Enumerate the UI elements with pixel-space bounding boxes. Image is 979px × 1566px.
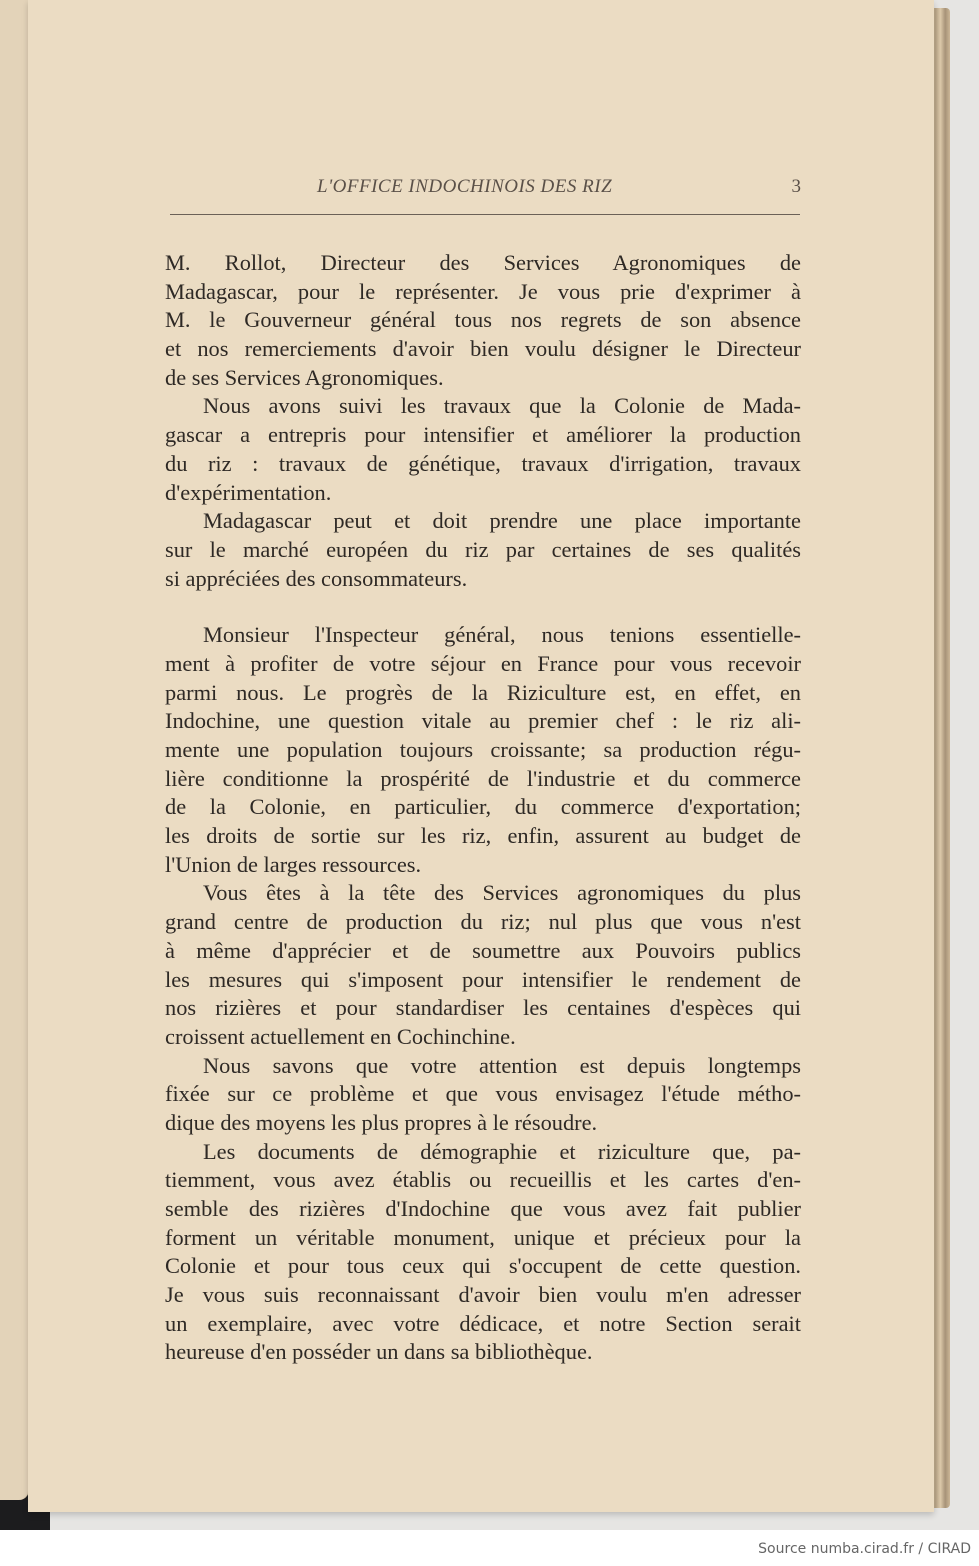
text-line: d'expérimentation. — [165, 479, 332, 505]
text-line: Colonie et pour tous ceux qui s'occupent de cette question. — [165, 1253, 801, 1279]
text-line: Les documents de démographie et riziculture que, pa- — [203, 1138, 801, 1164]
paragraph — [165, 507, 801, 593]
running-header — [165, 176, 801, 206]
text-line: et nos remerciements d'avoir bien voulu désigner le Directeur — [165, 336, 801, 362]
text-line: les droits de sortie sur les riz, enfin, assurent au budget de — [165, 823, 801, 849]
text-line: les mesures qui s'imposent pour intensifier le rendement de — [165, 966, 801, 992]
text-line: tiemment, vous avez établis ou recueillis et les cartes d'en- — [165, 1167, 801, 1193]
text-line: heureuse d'en posséder un dans sa bibliothèque. — [165, 1339, 593, 1365]
text-line: Vous êtes à la tête des Services agronomiques du plus — [203, 880, 801, 906]
text-line: Madagascar, pour le représenter. Je vous prie d'exprimer à — [165, 278, 801, 304]
text-line: M. Rollot, Directeur des Services Agronomiques de — [165, 250, 801, 275]
text-line: croissent actuellement en Cochinchine. — [165, 1023, 516, 1049]
text-line: ment à profiter de votre séjour en France pour vous recevoir — [165, 650, 801, 676]
page-number: 3 — [791, 176, 801, 197]
facing-page-edge — [0, 0, 29, 1500]
text-line: de la Colonie, en particulier, du commerce d'exportation; — [165, 794, 801, 820]
text-line: lière conditionne la prospérité de l'industrie et du commerce — [165, 765, 801, 791]
text-line: si appréciées des consommateurs. — [165, 565, 468, 591]
paragraph — [165, 879, 801, 1051]
text-line: gascar a entrepris pour intensifier et améliorer la production — [165, 422, 801, 448]
header-rule — [170, 214, 800, 215]
paragraph — [165, 621, 801, 879]
text-line: Madagascar peut et doit prendre une place importante — [203, 508, 801, 534]
text-line: Monsieur l'Inspecteur général, nous tenions essentielle- — [203, 622, 801, 648]
text-line: nos rizières et pour standardiser les centaines d'espèces qui — [165, 995, 801, 1021]
body-text — [165, 249, 801, 1367]
text-line: grand centre de production du riz; nul plus que vous n'est — [165, 909, 801, 935]
text-line: parmi nous. Le progrès de la Riziculture est, en effet, en — [165, 679, 801, 705]
text-line: Indochine, une question vitale au premier chef : le riz ali- — [165, 708, 801, 734]
text-line: forment un véritable monument, unique et précieux pour la — [165, 1224, 801, 1250]
running-title: L'OFFICE INDOCHINOIS DES RIZ — [317, 176, 613, 197]
paragraph — [165, 249, 801, 392]
text-line: à même d'apprécier et de soumettre aux Pouvoirs publics — [165, 937, 801, 963]
text-line: fixée sur ce problème et que vous envisagez l'étude métho- — [165, 1081, 801, 1107]
paragraph — [165, 1138, 801, 1368]
text-line: l'Union de larges ressources. — [165, 851, 422, 877]
paragraph — [165, 392, 801, 507]
text-line: mente une population toujours croissante; sa production régu- — [165, 737, 801, 762]
text-line: sur le marché européen du riz par certaines de ses qualités — [165, 536, 801, 562]
text-line: Je vous suis reconnaissant d'avoir bien voulu m'en adresser — [165, 1282, 801, 1308]
text-line: du riz : travaux de génétique, travaux d'irrigation, travaux — [165, 450, 801, 476]
paragraph — [165, 1052, 801, 1138]
text-line: Nous savons que votre attention est depuis longtemps — [203, 1052, 801, 1078]
text-line: M. le Gouverneur général tous nos regrets de son absence — [165, 307, 801, 333]
text-line: Nous avons suivi les travaux que la Colonie de Mada- — [203, 393, 801, 419]
text-line: un exemplaire, avec votre dédicace, et notre Section serait — [165, 1310, 801, 1336]
text-line: semble des rizières d'Indochine que vous avez fait publier — [165, 1196, 801, 1221]
source-credit: Source numba.cirad.fr / CIRAD — [758, 1541, 971, 1557]
text-line: dique des moyens les plus propres à le résoudre. — [165, 1109, 598, 1135]
text-line: de ses Services Agronomiques. — [165, 364, 444, 390]
